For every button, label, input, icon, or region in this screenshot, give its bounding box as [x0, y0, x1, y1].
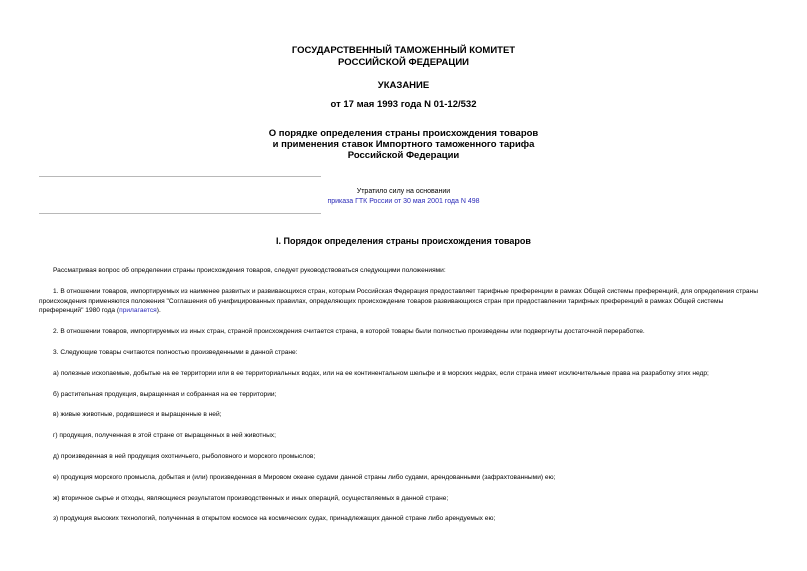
paragraph-item-g: г) продукция, полученная в этой стране от выращенных в ней животных;: [53, 432, 276, 439]
document-title-line-1: О порядке определения страны происхождения товаров: [268, 128, 539, 139]
divider-bottom: [39, 213, 321, 214]
section-heading: I. Порядок определения страны происхождения товаров: [276, 236, 531, 246]
paragraph-1: [39, 287, 769, 316]
divider-top: [39, 176, 321, 177]
paragraph-1-tail: ).: [156, 307, 161, 315]
issuing-authority-line-2: РОССИЙСКОЙ ФЕДЕРАЦИИ: [337, 57, 469, 68]
paragraph-item-v: в) живые животные, родившиеся и выращенные в ней;: [53, 411, 222, 418]
paragraph-1-text: 1. В отношении товаров, импортируемых из наименее развитых и развивающихся стран, которым Российская Федерация предоставляет тарифные преференции в рамках Общей системы преференций, для определения страны происхождения применяются положения "Соглашения об унифицированных правилах, определяющих происхождение товаров развивающихся стран при предоставлении тарифных преференций в рамках Общей системы преференций" 1980 года (: [39, 288, 758, 315]
attachment-link[interactable]: прилагается: [119, 307, 157, 315]
issuing-authority-line-1: ГОСУДАРСТВЕННЫЙ ТАМОЖЕННЫЙ КОМИТЕТ: [291, 45, 516, 56]
document-title-line-2: и применения ставок Импортного таможенного тарифа: [272, 139, 535, 150]
paragraph-2: 2. В отношении товаров, импортируемых из иных стран, страной происхождения считается страна, в которой товары были полностью произведены или подвергнуты достаточной переработке.: [53, 328, 645, 335]
repeal-order-link[interactable]: приказа ГТК России от 30 мая 2001 года N 498: [327, 198, 480, 205]
status-note-text: Утратило силу на основании: [356, 188, 451, 195]
paragraph-item-z: з) продукция высоких технологий, полученная в открытом космосе на космических судах, принадлежащих данной стране либо арендуемых ею;: [53, 515, 496, 522]
paragraph-item-e: е) продукция морского промысла, добытая и (или) произведенная в Мировом океане судами данной страны либо судами, арендованными (зафрахтованными) ею;: [53, 474, 556, 481]
paragraph-item-d: д) произведенная в ней продукция охотничьего, рыболовного и морского промыслов;: [53, 453, 316, 460]
status-note-link-line: [0, 197, 807, 206]
document-title-line-3: Российской Федерации: [347, 150, 460, 161]
paragraph-item-a: а) полезные ископаемые, добытые на ее территории или в ее территориальных водах, или на ее континентальном шельфе и в морских недрах, если страна имеет исключительные права на разработку этих недр;: [53, 370, 709, 377]
paragraph-intro: Рассматривая вопрос об определении страны происхождения товаров, следует руководствоваться следующими положениями:: [53, 267, 446, 274]
document-type: УКАЗАНИЕ: [377, 80, 430, 91]
document-date-number: от 17 мая 1993 года N 01-12/532: [330, 99, 477, 110]
paragraph-item-zh: ж) вторичное сырье и отходы, являющиеся результатом производственных и иных операций, осуществляемых в данной стране;: [53, 495, 449, 502]
paragraph-item-b: б) растительная продукция, выращенная и собранная на ее территории;: [53, 391, 277, 398]
paragraph-3: 3. Следующие товары считаются полностью произведенными в данной стране:: [53, 349, 298, 356]
